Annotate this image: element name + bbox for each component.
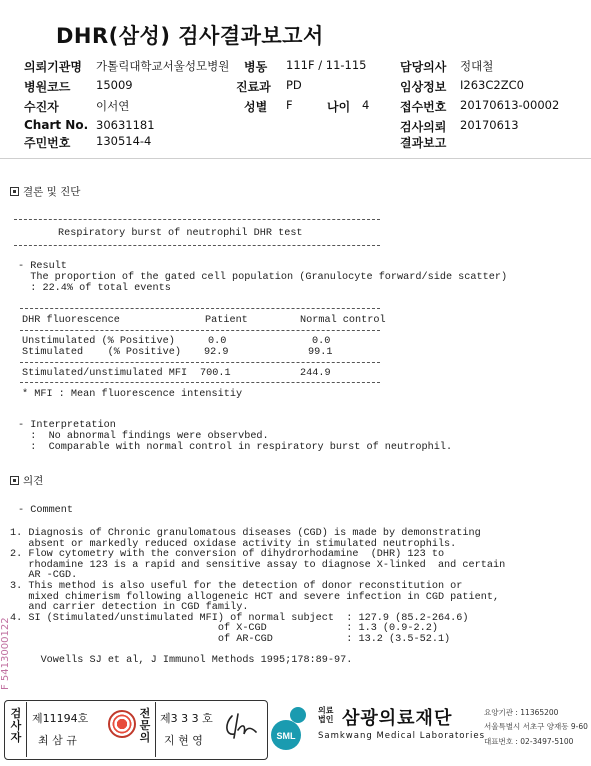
table-row-patient: 0.0	[208, 336, 227, 347]
ward-label: 병동	[244, 60, 268, 74]
table-col-normal: Normal control	[300, 315, 386, 326]
comment-line: of AR-CGD : 13.2 (3.5-52.1)	[10, 633, 451, 645]
comment-line: mixed chimerism following allogeneic HCT and severe infection in CGD patient,	[10, 591, 500, 603]
comment-line: 2. Flow cytometry with the conversion of dihydrorhodamine (DHR) 123 to	[10, 549, 445, 561]
contact-line: 요양기관 : 11365200	[484, 708, 559, 717]
table-dash-header	[20, 330, 380, 331]
comment-line: absent or markedly reduced oxidase activity in stimulated neutrophils.	[10, 538, 457, 550]
clinical-info-value: I263C2ZC0	[460, 78, 524, 92]
patient-value: 이서연	[96, 99, 130, 113]
result-line1: The proportion of the gated cell population (Granulocyte forward/side scatter)	[18, 272, 508, 283]
doctor-value: 정대철	[460, 59, 494, 73]
mfi-normal: 244.9	[300, 368, 331, 379]
table-row-patient: 92.9	[204, 347, 229, 358]
table-col-patient: Patient	[205, 315, 248, 326]
conclusion-section-header: 결론 및 진단	[10, 184, 80, 199]
comment-line: 1. Diagnosis of Chronic granulomatous diseases (CGD) is made by demonstrating	[10, 528, 481, 539]
result-report-label: 결과보고	[400, 136, 447, 150]
chart-label: Chart No.	[24, 118, 89, 132]
comment-list	[10, 529, 505, 667]
title-dash-top	[14, 219, 380, 220]
comment-line: 4. SI (Stimulated/unstimulated MFI) of normal subject : 127.9 (85.2-264.6)	[10, 612, 469, 624]
chart-value: 30631181	[96, 118, 155, 132]
institution-label: 의뢰기관명	[24, 60, 82, 74]
test-title: Respiratory burst of neutrophil DHR test	[58, 228, 303, 239]
interpretation-label: - Interpretation	[18, 420, 116, 431]
table-row-normal: 99.1	[308, 347, 333, 358]
comment-line: rhodamine 123 is a rapid and sensitive assay to diagnose X-linked and certain	[10, 559, 506, 571]
seal-stamp-icon	[108, 710, 136, 738]
institution-value: 가톨릭대학교서울성모병원	[96, 59, 230, 73]
interpretation-line1: : No abnormal findings were observbed.	[18, 431, 269, 442]
examiner-vertical-label: 검 사 자	[10, 707, 22, 744]
table-col-fluorescence: DHR fluorescence	[22, 315, 120, 326]
opinion-section-header: 의견	[10, 473, 43, 488]
foundation-english: Samkwang Medical Laboratories	[318, 731, 486, 741]
hospital-code-value: 15009	[96, 78, 133, 92]
sex-label: 성별	[244, 100, 268, 114]
ward-value: 111F / 11-115	[286, 58, 367, 72]
table-row-label: Stimulated (% Positive)	[22, 347, 181, 358]
hospital-code-label: 병원코드	[24, 80, 71, 94]
clinical-info-label: 임상정보	[400, 80, 447, 94]
title-dash-bottom	[14, 245, 380, 246]
contact-line: 서울특별시 서초구 양재동 9-60	[484, 722, 588, 731]
sml-logo-icon	[270, 703, 312, 753]
age-value: 4	[362, 98, 370, 112]
foundation-prefix: 의료 법인	[318, 706, 334, 724]
examiner-license: 제11194호	[32, 712, 89, 725]
receipt-label: 접수번호	[400, 100, 447, 114]
department-label: 진료과	[236, 80, 271, 94]
id-label: 주민번호	[24, 136, 71, 150]
age-label: 나이	[327, 100, 351, 114]
signature-icon	[222, 710, 260, 744]
table-row-label: Unstimulated (% Positive)	[22, 336, 175, 347]
comment-line: of X-CGD : 1.3 (0.9-2.2)	[10, 623, 438, 635]
mfi-patient: 700.1	[200, 368, 231, 379]
mfi-footnote: * MFI : Mean fluorescence intensitiy	[22, 389, 243, 400]
result-label: - Result	[18, 261, 67, 272]
specialist-name: 지 현 영	[164, 734, 203, 747]
result-line2: : 22.4% of total events	[18, 283, 171, 294]
header-divider	[0, 158, 591, 159]
table-row-normal: 0.0	[312, 336, 331, 347]
table-dash-top	[20, 308, 380, 309]
sex-value: F	[286, 98, 293, 112]
comment-line: and carrier detection in CGD family.	[10, 602, 249, 614]
comment-line: Vowells SJ et al, J Immunol Methods 1995;178:89-97.	[10, 655, 353, 667]
foundation-name: 삼광의료재단	[342, 708, 453, 729]
request-value: 20170613	[460, 118, 519, 132]
report-title: DHR(삼성) 검사결과보고서	[56, 24, 324, 48]
contact-line: 대표번호 : 02-3497-5100	[484, 737, 574, 746]
doctor-label: 담당의사	[400, 60, 447, 74]
examiner-name: 최 삼 규	[38, 734, 77, 747]
table-dash-mfi	[20, 362, 380, 363]
comment-line: AR -CGD.	[10, 570, 78, 582]
patient-label: 수진자	[24, 100, 59, 114]
footer-divider	[155, 702, 156, 757]
interpretation-line2: : Comparable with normal control in respiratory burst of neutrophil.	[18, 442, 453, 453]
section-bullet-icon	[10, 476, 19, 485]
logo-text: SML	[276, 731, 296, 741]
specialist-vertical-label: 전 문 의	[139, 707, 151, 744]
comment-line: 3. This method is also useful for the detection of donor reconstitution or	[10, 580, 463, 592]
table-dash-bottom	[20, 382, 380, 383]
specialist-license: 제3 3 3 호	[160, 712, 213, 725]
id-value: 130514-4	[96, 134, 152, 148]
request-label: 검사의뢰	[400, 120, 447, 134]
section-bullet-icon	[10, 187, 19, 196]
side-barcode-text: F 5413000122	[0, 617, 11, 690]
department-value: PD	[286, 78, 302, 92]
receipt-value: 20170613-00002	[460, 98, 560, 112]
footer-divider	[26, 702, 27, 757]
comment-label: - Comment	[18, 505, 74, 516]
mfi-label: Stimulated/unstimulated MFI	[22, 368, 188, 379]
